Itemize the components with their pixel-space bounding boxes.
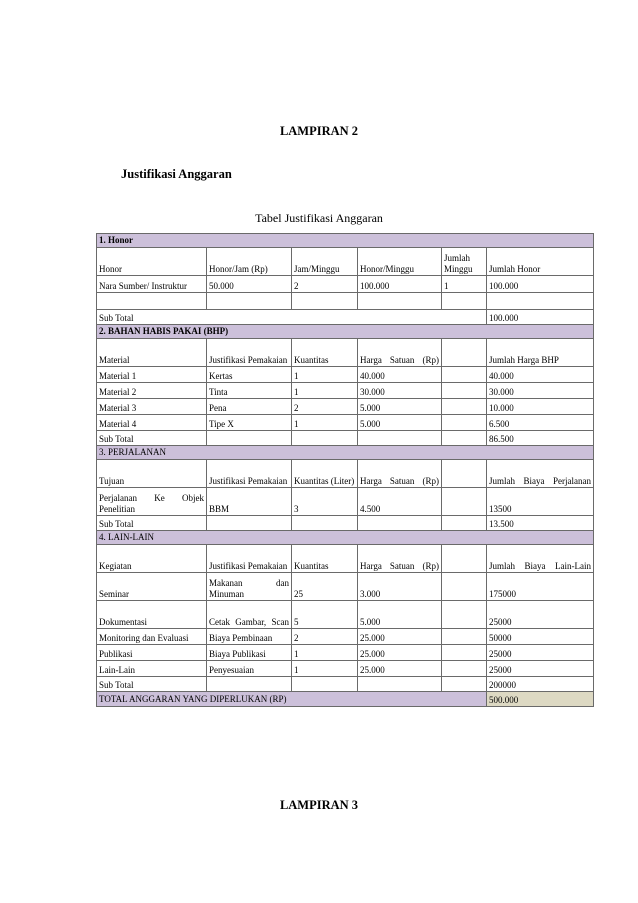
- table-cell: 3: [292, 488, 358, 516]
- table-cell: Publikasi: [97, 645, 207, 661]
- subtotal-row: [97, 310, 594, 325]
- table-cell: [442, 399, 487, 415]
- column-header: Kegiatan: [97, 545, 207, 573]
- table-cell: Biaya Pembinaan: [207, 629, 292, 645]
- table-cell: 3.000: [358, 573, 442, 601]
- subtotal-label: Sub Total: [97, 431, 207, 446]
- table-header-row: [97, 248, 594, 276]
- table-cell: 5.000: [358, 399, 442, 415]
- table-cell: [207, 293, 292, 310]
- column-header: Justifikasi Pemakaian: [207, 460, 292, 488]
- section-title: 2. BAHAN HABIS PAKAI (BHP): [97, 325, 594, 339]
- table-cell: 25.000: [358, 645, 442, 661]
- column-header: Material: [97, 339, 207, 367]
- subtotal-row: [97, 677, 594, 692]
- table-cell: Cetak Gambar, Scan: [207, 601, 292, 629]
- subtotal-value: 86.500: [487, 431, 594, 446]
- grand-total-row: [97, 692, 594, 707]
- table-cell: BBM: [207, 488, 292, 516]
- table-cell: 25.000: [358, 629, 442, 645]
- table-cell: [442, 367, 487, 383]
- table-cell: 13500: [487, 488, 594, 516]
- empty-cell: [358, 677, 442, 692]
- table-cell: Kertas: [207, 367, 292, 383]
- table-cell: 2: [292, 629, 358, 645]
- table-cell: Monitoring dan Evaluasi: [97, 629, 207, 645]
- table-cell: [442, 601, 487, 629]
- table-cell: Material 2: [97, 383, 207, 399]
- table-cell: [358, 293, 442, 310]
- table-cell: 5.000: [358, 601, 442, 629]
- table-cell: Makanan dan Minuman: [207, 573, 292, 601]
- empty-cell: [292, 677, 358, 692]
- section-title: 1. Honor: [97, 234, 594, 248]
- subtotal-label: Sub Total: [97, 677, 207, 692]
- table-header-row: [97, 339, 594, 367]
- column-header: Honor: [97, 248, 207, 276]
- subtotal-value: 200000: [487, 677, 594, 692]
- section-heading: Justifikasi Anggaran: [121, 167, 232, 181]
- empty-cell: [292, 516, 358, 531]
- subtotal-row: [97, 431, 594, 446]
- table-cell: 1: [292, 661, 358, 677]
- table-cell: 10.000: [487, 399, 594, 415]
- table-row: [97, 629, 594, 645]
- subtotal-row: [97, 516, 594, 531]
- column-header: Kuantitas: [292, 545, 358, 573]
- table-cell: Tinta: [207, 383, 292, 399]
- column-header: [442, 339, 487, 367]
- table-cell: Pena: [207, 399, 292, 415]
- table-cell: 5.000: [358, 415, 442, 431]
- table-cell: [442, 573, 487, 601]
- column-header: [442, 460, 487, 488]
- table-cell: Material 3: [97, 399, 207, 415]
- empty-cell: [207, 677, 292, 692]
- empty-cell: [358, 516, 442, 531]
- subtotal-value: 13.500: [487, 516, 594, 531]
- column-header: Harga Satuan (Rp): [358, 545, 442, 573]
- table-cell: 1: [442, 276, 487, 293]
- table-cell: Seminar: [97, 573, 207, 601]
- table-row: [97, 293, 594, 310]
- empty-cell: [292, 431, 358, 446]
- table-cell: [442, 488, 487, 516]
- column-header: Kuantitas: [292, 339, 358, 367]
- column-header: Jam/Minggu: [292, 248, 358, 276]
- table-header-row: [97, 460, 594, 488]
- table-cell: 2: [292, 399, 358, 415]
- column-header: Kuantitas (Liter): [292, 460, 358, 488]
- table-cell: [442, 629, 487, 645]
- column-header: Jumlah Harga BHP: [487, 339, 594, 367]
- table-row: [97, 399, 594, 415]
- table-cell: Nara Sumber/ Instruktur: [97, 276, 207, 293]
- subtotal-label: Sub Total: [97, 310, 487, 325]
- table-cell: [97, 293, 207, 310]
- empty-cell: [207, 431, 292, 446]
- table-cell: Tipe X: [207, 415, 292, 431]
- subtotal-label: Sub Total: [97, 516, 207, 531]
- column-header: Harga Satuan (Rp): [358, 460, 442, 488]
- table-cell: 5: [292, 601, 358, 629]
- table-cell: Biaya Publikasi: [207, 645, 292, 661]
- table-cell: [442, 383, 487, 399]
- table-cell: Material 1: [97, 367, 207, 383]
- table-row: [97, 367, 594, 383]
- empty-cell: [442, 431, 487, 446]
- table-cell: 50000: [487, 629, 594, 645]
- column-header: Jumlah Biaya Perjalanan: [487, 460, 594, 488]
- table-row: [97, 661, 594, 677]
- table-cell: Material 4: [97, 415, 207, 431]
- table-cell: 25: [292, 573, 358, 601]
- next-page-title: LAMPIRAN 3: [279, 798, 359, 812]
- table-cell: 25000: [487, 645, 594, 661]
- table-cell: [442, 645, 487, 661]
- grand-total-label: TOTAL ANGGARAN YANG DIPERLUKAN (RP): [97, 692, 487, 707]
- column-header: Honor/Jam (Rp): [207, 248, 292, 276]
- table-cell: 25.000: [358, 661, 442, 677]
- section-title-row: [97, 531, 594, 545]
- table-cell: 1: [292, 383, 358, 399]
- column-header: Tujuan: [97, 460, 207, 488]
- table-cell: 1: [292, 645, 358, 661]
- table-cell: 100.000: [358, 276, 442, 293]
- table-row: [97, 601, 594, 629]
- table-cell: 100.000: [487, 276, 594, 293]
- empty-cell: [358, 431, 442, 446]
- table-cell: Dokumentasi: [97, 601, 207, 629]
- table-cell: Lain-Lain: [97, 661, 207, 677]
- column-header: [442, 545, 487, 573]
- table-cell: Penyesuaian: [207, 661, 292, 677]
- table-row: [97, 645, 594, 661]
- table-cell: 25000: [487, 661, 594, 677]
- page-title: LAMPIRAN 2: [279, 124, 359, 138]
- table-row: [97, 488, 594, 516]
- table-cell: [292, 293, 358, 310]
- table-cell: [442, 293, 487, 310]
- column-header: Honor/Minggu: [358, 248, 442, 276]
- table-cell: 40.000: [358, 367, 442, 383]
- column-header: Harga Satuan (Rp): [358, 339, 442, 367]
- table-cell: 30.000: [358, 383, 442, 399]
- table-row: [97, 276, 594, 293]
- column-header: Jumlah Biaya Lain-Lain: [487, 545, 594, 573]
- section-title: 3. PERJALANAN: [97, 446, 594, 460]
- table-header-row: [97, 545, 594, 573]
- table-cell: 40.000: [487, 367, 594, 383]
- empty-cell: [442, 677, 487, 692]
- table-row: [97, 383, 594, 399]
- table-cell: 4.500: [358, 488, 442, 516]
- section-title-row: [97, 446, 594, 460]
- table-cell: Perjalanan Ke Objek Penelitian: [97, 488, 207, 516]
- table-row: [97, 415, 594, 431]
- column-header: Justifikasi Pemakaian: [207, 545, 292, 573]
- table-caption: Tabel Justifikasi Anggaran: [255, 211, 383, 225]
- empty-cell: [442, 516, 487, 531]
- table-cell: 30.000: [487, 383, 594, 399]
- table-row: [97, 573, 594, 601]
- table-cell: [442, 661, 487, 677]
- table-cell: 50.000: [207, 276, 292, 293]
- table-cell: 175000: [487, 573, 594, 601]
- section-title: 4. LAIN-LAIN: [97, 531, 594, 545]
- table-cell: 1: [292, 415, 358, 431]
- table-cell: 2: [292, 276, 358, 293]
- empty-cell: [207, 516, 292, 531]
- table-cell: 25000: [487, 601, 594, 629]
- table-cell: [487, 293, 594, 310]
- column-header: Justifikasi Pemakaian: [207, 339, 292, 367]
- section-title-row: [97, 234, 594, 248]
- grand-total-value: 500.000: [487, 692, 594, 707]
- budget-table: [96, 233, 594, 707]
- column-header: Jumlah Honor: [487, 248, 594, 276]
- section-title-row: [97, 325, 594, 339]
- table-cell: 6.500: [487, 415, 594, 431]
- subtotal-value: 100.000: [487, 310, 594, 325]
- table-cell: [442, 415, 487, 431]
- column-header: Jumlah Minggu: [442, 248, 487, 276]
- table-cell: 1: [292, 367, 358, 383]
- budget-table-body: [97, 234, 594, 707]
